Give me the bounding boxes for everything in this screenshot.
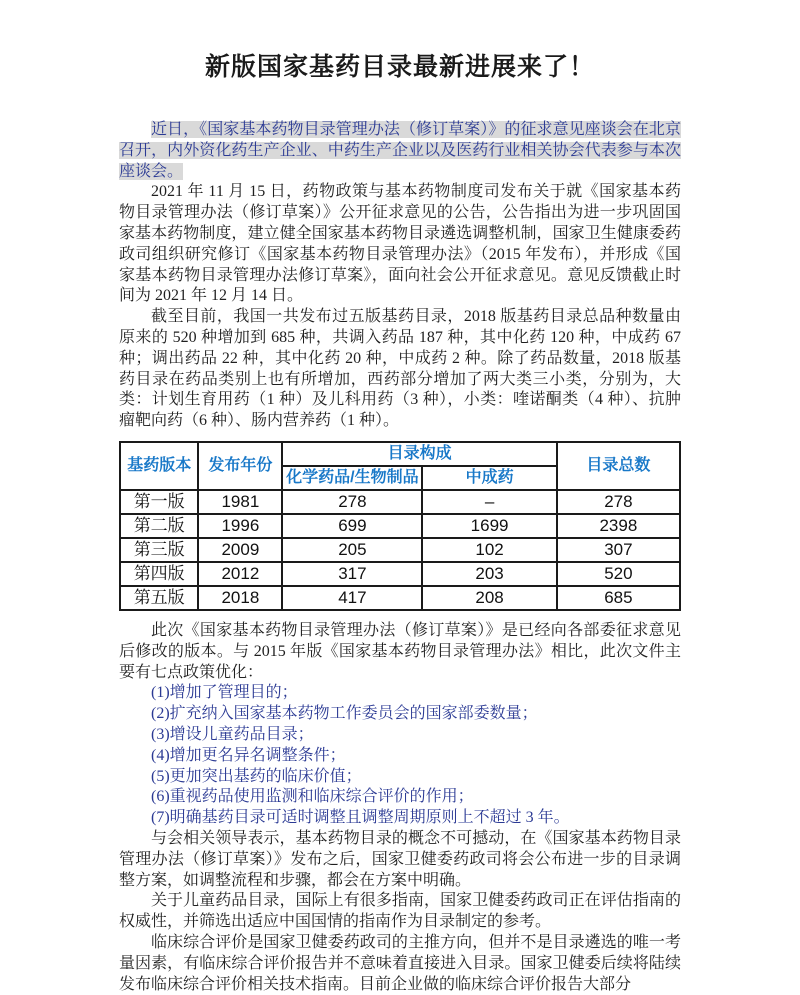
table-cell-version: 第一版 bbox=[120, 490, 198, 514]
catalog-versions-table bbox=[119, 441, 681, 611]
col-header-total: 目录总数 bbox=[557, 442, 680, 490]
document-title: 新版国家基药目录最新进展来了！ bbox=[204, 54, 595, 81]
table-cell-tcm: 1699 bbox=[422, 514, 556, 538]
table-cell-tcm: 102 bbox=[422, 538, 556, 562]
table-cell-total: 2398 bbox=[557, 514, 680, 538]
policy-item-6: (6)重视药品使用监测和临床综合评价的作用； bbox=[151, 788, 474, 806]
table-row bbox=[120, 490, 680, 514]
col-header-composition-group: 目录构成 bbox=[282, 442, 556, 466]
policy-item-2: (2)扩充纳入国家基本药物工作委员会的国家部委数量； bbox=[151, 705, 538, 723]
table-cell-year: 2012 bbox=[198, 562, 282, 586]
policy-item-5: (5)更加突出基药的临床价值； bbox=[151, 767, 362, 785]
table-cell-tcm: – bbox=[422, 490, 556, 514]
policy-item-4: (4)增加更名异名调整条件； bbox=[151, 746, 346, 764]
table-cell-total: 307 bbox=[557, 538, 680, 562]
table-cell-year: 1996 bbox=[198, 514, 282, 538]
col-header-version: 基药版本 bbox=[120, 442, 198, 490]
table-body bbox=[120, 490, 680, 610]
table-cell-chemical: 417 bbox=[282, 586, 422, 610]
policy-optimization-list bbox=[119, 683, 681, 829]
col-header-chemical: 化学药品/生物制品 bbox=[282, 466, 422, 490]
table-header-row-top bbox=[120, 442, 680, 466]
col-header-tcm: 中成药 bbox=[422, 466, 556, 490]
policy-item-3: (3)增设儿童药品目录； bbox=[151, 725, 314, 743]
table-cell-version: 第三版 bbox=[120, 538, 198, 562]
col-header-year: 发布年份 bbox=[198, 442, 282, 490]
table-row bbox=[120, 586, 680, 610]
table-cell-chemical: 699 bbox=[282, 514, 422, 538]
table-cell-tcm: 203 bbox=[422, 562, 556, 586]
body-paragraph-clinical-evaluation: 临床综合评价是国家卫健委药政司的主推方向，但并不是目录遴选的唯一考量因素，有临床综合评价报告并不意味着直接进入目录。国家卫健委后续将陆续发布临床综合评价相关技术指南。目前企业做的临床综合评价报告大部分 bbox=[119, 933, 681, 993]
table-cell-year: 1981 bbox=[198, 490, 282, 514]
table-row bbox=[120, 538, 680, 562]
table-cell-chemical: 278 bbox=[282, 490, 422, 514]
table-cell-chemical: 205 bbox=[282, 538, 422, 562]
table-cell-total: 520 bbox=[557, 562, 680, 586]
table-cell-total: 278 bbox=[557, 490, 680, 514]
table-cell-version: 第五版 bbox=[120, 586, 198, 610]
table-cell-chemical: 317 bbox=[282, 562, 422, 586]
table-cell-version: 第四版 bbox=[120, 562, 198, 586]
table-cell-year: 2018 bbox=[198, 586, 282, 610]
body-paragraph-catalog-history: 截至目前，我国一共发布过五版基药目录，2018 版基药目录总品种数量由原来的 520 种增加到 685 种，共调入药品 187 种，其中化药 120 种，中成药 67 种；调出药品 22 种，其中化药 20 种，中成药 2 种。除了药品数量，2018 版基药目录在药品类别上也有所增加，西药部分增加了两大类三小类，分别为，大类：计划生育用药（1 种）及儿科用药（3 种），小类：喹诺酮类（4 种）、抗肿瘤靶向药（6 种）、肠内营养药（1 种）。 bbox=[119, 308, 681, 430]
highlighted-text: 近日，《国家基本药物目录管理办法（修订草案）》的征求意见座谈会在北京召开，内外资化药生产企业、中药生产企业以及医药行业相关协会代表参与本次座谈会。 bbox=[119, 121, 681, 180]
body-paragraph-list-intro: 此次《国家基本药物目录管理办法（修订草案）》是已经向各部委征求意见后修改的版本。与 2015 年版《国家基本药物目录管理办法》相比，此次文件主要有七点政策优化： bbox=[119, 621, 681, 681]
body-paragraph-children-catalog: 关于儿童药品目录，国际上有很多指南，国家卫健委药政司正在评估指南的权威性，并筛选出适应中国国情的指南作为目录制定的参考。 bbox=[119, 892, 681, 931]
table-row bbox=[120, 562, 680, 586]
table-cell-year: 2009 bbox=[198, 538, 282, 562]
lede-paragraph bbox=[119, 120, 681, 182]
policy-item-1: (1)增加了管理目的； bbox=[151, 684, 298, 702]
table-cell-tcm: 208 bbox=[422, 586, 556, 610]
table-cell-total: 685 bbox=[557, 586, 680, 610]
table-cell-version: 第二版 bbox=[120, 514, 198, 538]
table-row bbox=[120, 514, 680, 538]
table-header bbox=[120, 442, 680, 490]
body-paragraph-announcement: 2021 年 11 月 15 日，药物政策与基本药物制度司发布关于就《国家基本药物目录管理办法（修订草案）》公开征求意见的公告，公告指出为进一步巩固国家基本药物制度，建立健全国家基本药物目录遴选调整机制，国家卫生健康委药政司组织研究修订《国家基本药物目录管理办法》（2015 年发布），并形成《国家基本药物目录管理办法修订草案》，面向社会公开征求意见。意见反馈截止时间为 2021 年 12 月 14 日。 bbox=[119, 183, 681, 305]
policy-item-7: (7)明确基药目录可适时调整且调整周期原则上不超过 3 年。 bbox=[151, 809, 570, 827]
body-paragraph-leaders: 与会相关领导表示，基本药物目录的概念不可撼动，在《国家基本药物目录管理办法（修订草案）》发布之后，国家卫健委药政司将会公布进一步的目录调整方案，如调整流程和步骤，都会在方案中明确。 bbox=[119, 829, 681, 889]
